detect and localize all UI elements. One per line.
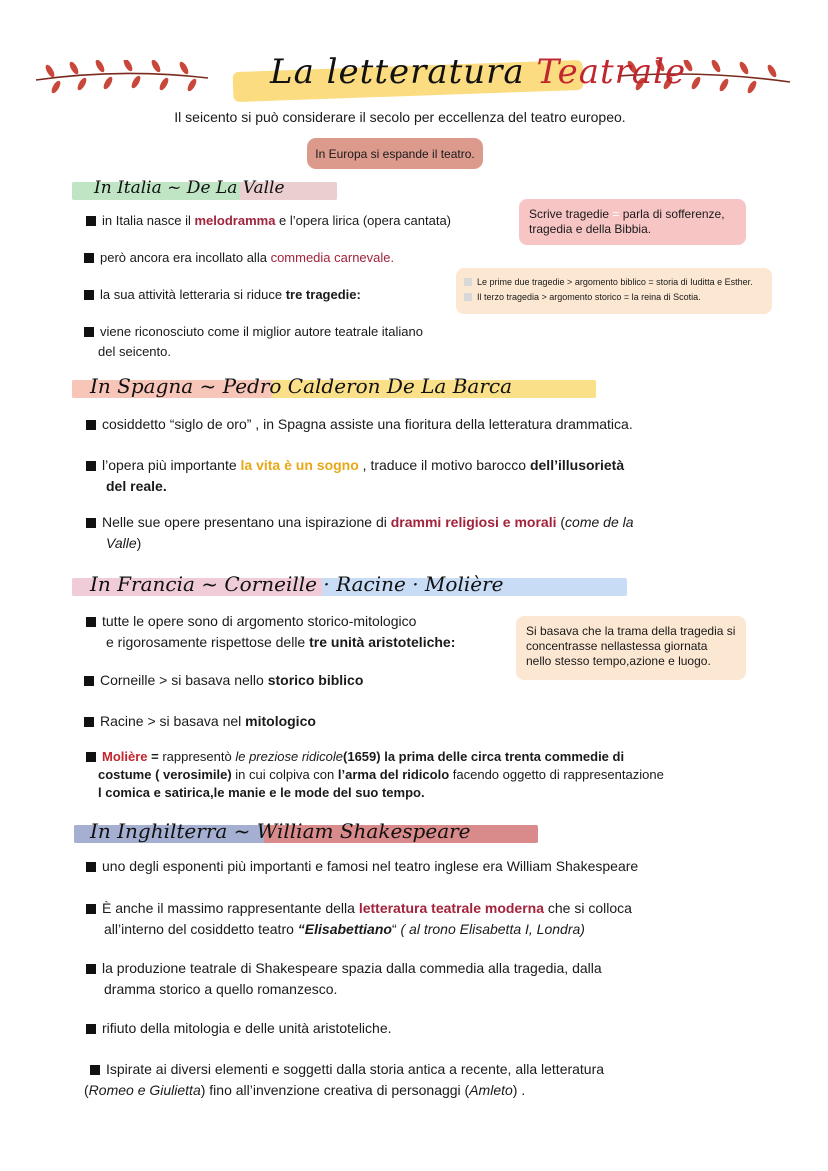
francia-bullet-3: Racine > si basava nel mitologico bbox=[84, 711, 316, 732]
francia-bullet-1: tutte le opere sono di argomento storico-mitologico e rigorosamente rispettose delle tre unità aristoteliche: bbox=[86, 611, 455, 653]
italia-bullet-3: la sua attività letteraria si riduce tre tragedie: bbox=[84, 285, 361, 305]
inghilterra-bullet-5: Ispirate ai diversi elementi e soggetti dalla storia antica a recente, alla letteratura bbox=[86, 1059, 604, 1080]
italia-note-tragedie: Scrive tragedie = parla di sofferenze, tragedia e della Bibbia. bbox=[519, 199, 746, 245]
francia-bullet-4: Molière = rappresentò le preziose ridicole(1659) la prima delle circa trenta commedie di costume ( verosimile) in cui colpiva con l’arma del ridicolo facendo oggetto di rappresentazione l comica e satirica,le manie e le mode del suo tempo. bbox=[86, 748, 664, 802]
inghilterra-bullet-2: È anche il massimo rappresentante della letteratura teatrale moderna che si colloca all’interno del cosiddetto teatro “Elisabettiano“ ( al trono Elisabetta I, Londra) bbox=[86, 898, 632, 940]
italia-bullet-4: viene riconosciuto come il miglior autore teatrale italiano del seicento. bbox=[84, 322, 423, 362]
italia-bullet-1: in Italia nasce il melodramma e l’opera lirica (opera cantata) bbox=[86, 211, 451, 231]
europe-note: In Europa si espande il teatro. bbox=[307, 138, 483, 169]
inghilterra-bullet-4: rifiuto della mitologia e delle unità aristoteliche. bbox=[86, 1018, 392, 1039]
inghilterra-bullet-3: la produzione teatrale di Shakespeare spazia dalla commedia alla tragedia, dalla dramma storico a quello romanzesco. bbox=[86, 958, 602, 1000]
inghilterra-heading: In Inghilterra ~ William Shakespeare bbox=[90, 819, 471, 843]
title-part2: Teatrale bbox=[536, 52, 687, 92]
spagna-bullet-3: Nelle sue opere presentano una ispirazione di drammi religiosi e morali (come de la Valle) bbox=[86, 512, 634, 554]
spagna-heading: In Spagna ~ Pedro Calderon De La Barca bbox=[90, 374, 513, 398]
branch-left-icon bbox=[34, 60, 210, 94]
spagna-bullet-2: l’opera più importante la vita è un sogno , traduce il motivo barocco dell’illusorietà del reale. bbox=[86, 455, 624, 497]
page-title bbox=[270, 52, 686, 92]
inghilterra-bullet-5-line2: (Romeo e Giulietta) fino all’invenzione creativa di personaggi (Amleto) . bbox=[84, 1082, 526, 1098]
francia-note-unita: Si basava che la trama della tragedia si concentrasse nellastessa giornata nello stesso tempo,azione e luogo. bbox=[516, 616, 746, 680]
italia-heading: In Italia ~ De La Valle bbox=[94, 178, 285, 198]
intro-text: Il seicento si può considerare il secolo per eccellenza del teatro europeo. bbox=[174, 109, 626, 125]
title-part1: La letteratura bbox=[270, 52, 525, 92]
francia-heading: In Francia ~ Corneille · Racine · Molière bbox=[90, 572, 504, 596]
spagna-bullet-1: cosiddetto “siglo de oro” , in Spagna assiste una fioritura della letteratura drammatica. bbox=[86, 414, 633, 435]
inghilterra-bullet-1: uno degli esponenti più importanti e famosi nel teatro inglese era William Shakespeare bbox=[86, 856, 638, 877]
italia-note-argomenti: Le prime due tragedie > argomento biblico = storia di Iuditta e Esther. Il terzo tragedia > argomento storico = la reina di Scotia. bbox=[456, 268, 772, 314]
francia-bullet-2: Corneille > si basava nello storico biblico bbox=[84, 670, 363, 691]
italia-bullet-2: però ancora era incollato alla commedia carnevale. bbox=[84, 248, 394, 268]
